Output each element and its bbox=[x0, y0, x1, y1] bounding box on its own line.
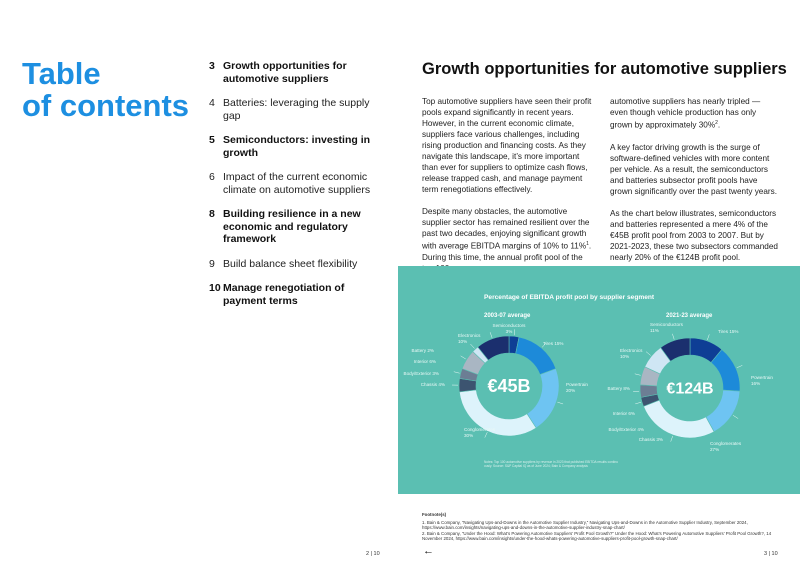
toc-item-number: 9 bbox=[209, 257, 215, 270]
leader-line bbox=[514, 329, 515, 335]
paragraph: automotive suppliers has nearly tripled — even though vehicle production has only grown by approximately 30%$^2$. bbox=[610, 97, 761, 130]
toc-item-label: Semiconductors: investing in growth bbox=[223, 134, 371, 159]
paragraph: As the chart below illustrates, semiconductors and batteries represented a mere 4% of the €45B profit pool from 2003 to 2007. But by 2021-2023, these two subsectors commanded nearly 20% of the €124B profit pool. bbox=[610, 208, 778, 262]
segment-label: Interior 6% bbox=[612, 411, 635, 416]
article-title: Growth opportunities for automotive suppliers bbox=[422, 60, 787, 78]
toc-title-line1: Table bbox=[22, 56, 101, 91]
leader-line bbox=[470, 344, 474, 348]
donut-center-label: €124B bbox=[666, 380, 714, 398]
toc-item-label: Growth opportunities for automotive suppliers bbox=[223, 60, 347, 85]
leader-line bbox=[485, 432, 488, 437]
segment-name-label: Electronics bbox=[620, 348, 643, 353]
segment-label: Interior 6% bbox=[413, 359, 436, 364]
toc-item-label: Impact of the current economic climate on automotive suppliers bbox=[223, 171, 371, 196]
segment-name-label: Semiconductors bbox=[650, 322, 683, 327]
chart-subtitle: 2003-07 average bbox=[484, 313, 531, 319]
segment-label: Tires 15% bbox=[718, 329, 739, 334]
chart-subtitle: 2021-23 average bbox=[666, 313, 713, 319]
toc-item[interactable] bbox=[209, 258, 379, 271]
leader-line bbox=[490, 332, 492, 338]
text-column-1 bbox=[422, 96, 592, 285]
toc-item[interactable] bbox=[209, 60, 379, 85]
segment-value-label: 20% bbox=[566, 388, 576, 393]
toc-item-number: 6 bbox=[209, 171, 215, 183]
left-page-number: 2 | 10 bbox=[366, 551, 380, 557]
segment-value-label: 30% bbox=[464, 433, 474, 438]
toc-item-number: 3 bbox=[209, 60, 215, 72]
leader-line bbox=[635, 374, 641, 375]
chart-source-note: Notes: Top 100 automotive suppliers by revenue in 2023 that published EBITDA results continu bbox=[484, 460, 618, 464]
footnote-heading: Footnote(s) bbox=[422, 512, 447, 517]
segment-value-label: 3% bbox=[505, 329, 513, 334]
segment-label: Tires 15% bbox=[543, 341, 564, 346]
toc-item-label: Build balance sheet flexibility bbox=[223, 257, 358, 270]
segment-label: Chassis 4% bbox=[420, 382, 445, 387]
segment-name-label: Powertrain bbox=[751, 375, 773, 380]
toc-item-label: Building resilience in a new economic and regulatory framework bbox=[223, 208, 361, 245]
segment-value-label: 11% bbox=[650, 328, 659, 333]
donut-segment-conglomerates bbox=[644, 400, 715, 438]
text-column-2 bbox=[610, 96, 780, 274]
toc-item-label: Batteries: leveraging the supply gap bbox=[223, 97, 370, 122]
leader-line bbox=[672, 334, 674, 340]
paragraph: Top automotive suppliers have seen their profit pools expand significantly in recent years. However, in the current economic climate, suppliers face various challenges, including rising production and financing costs. As they navigate this landscape, it’s more important than ever for suppliers to optimize cash flows, release trapped cash, and manage payment term renegotiations effectively. bbox=[422, 97, 592, 194]
toc-title-line2: of contents bbox=[22, 88, 190, 123]
donut-charts bbox=[398, 266, 800, 494]
chart-panel bbox=[398, 266, 800, 494]
back-arrow-icon[interactable]: ← bbox=[423, 545, 434, 557]
leader-line bbox=[635, 402, 641, 404]
segment-name-label: Electronics bbox=[458, 333, 481, 338]
toc-item-number: 4 bbox=[209, 97, 215, 109]
segment-value-label: 10% bbox=[458, 339, 468, 344]
toc-item-number: 5 bbox=[209, 134, 215, 146]
toc-item-number: 10 bbox=[209, 282, 221, 294]
toc-title bbox=[22, 58, 189, 122]
footnotes bbox=[422, 512, 782, 542]
leader-line bbox=[454, 372, 460, 374]
toc-item[interactable] bbox=[209, 282, 379, 307]
chart-source-note: ously. Source: S&P Capital IQ as of June 2024; Bain & Company analysis bbox=[484, 464, 588, 468]
segment-label: Body/Exterior 4% bbox=[608, 427, 644, 432]
segment-name-label: Semiconductors bbox=[492, 323, 526, 328]
toc-item-label: Manage renegotiation of payment terms bbox=[223, 282, 345, 307]
toc-item[interactable] bbox=[209, 208, 379, 246]
donut-center-label: €45B bbox=[487, 376, 531, 396]
segment-name-label: Conglomerates bbox=[710, 441, 742, 446]
chart-title: Percentage of EBITDA profit pool by supplier segment bbox=[484, 294, 655, 301]
donut-segment-powertrain bbox=[527, 369, 559, 428]
footnote: 1. Bain & Company, “Navigating Ups-and-Downs in the Automotive Supplier Industry,” Navigating Ups-and-Downs in the Automotive Supplier Industry, September 2024, https://www.bain.com/insights/navigating-ups-and-downs-in-the-automotive-supplier-industry-snap-chart/ bbox=[422, 519, 748, 531]
segment-value-label: 16% bbox=[751, 381, 761, 386]
right-page-number: 3 | 10 bbox=[764, 551, 778, 557]
paragraph: Despite many obstacles, the automotive supplier sector has remained resilient over the past two decades, enjoying significant growth with average EBITDA margins of 10% to 11%$^1$. During this time, the annual profit pool of the bbox=[422, 207, 592, 262]
segment-label: Battery 8% bbox=[607, 386, 630, 391]
segment-label: Battery 2% bbox=[411, 348, 434, 353]
segment-value-label: 27% bbox=[710, 447, 720, 452]
segment-value-label: 10% bbox=[620, 354, 630, 359]
footnote: 2. Bain & Company, “Under the Hood: What’s Powering Automotive Suppliers’ Profit Pool Growth?” Under the Hood: What’s Powering Automotive Suppliers’ Profit Pool Growth?, 14 November 2024, https://www.bain.com/insights/under-the-hood-whats-powering-automotive-suppliers-profit-pool-growth-snap-chart/ bbox=[422, 530, 772, 542]
toc-item[interactable] bbox=[209, 171, 379, 196]
leader-line bbox=[646, 352, 651, 356]
leader-line bbox=[707, 334, 709, 340]
segment-name-label: Conglomerates bbox=[464, 427, 496, 432]
segment-name-label: Powertrain bbox=[566, 382, 588, 387]
leader-line bbox=[733, 415, 738, 418]
leader-line bbox=[737, 365, 743, 367]
leader-line bbox=[557, 402, 563, 404]
leader-line bbox=[671, 436, 673, 442]
toc-list bbox=[209, 60, 379, 319]
toc-item[interactable] bbox=[209, 134, 379, 159]
segment-label: Body/Exterior 3% bbox=[403, 371, 439, 376]
segment-label: Chassis 3% bbox=[638, 437, 663, 442]
toc-item-number: 8 bbox=[209, 208, 215, 220]
paragraph: A key factor driving growth is the surge of software-defined vehicles with more content per vehicle. As a result, the semiconductors and batteries subsector profit pools have grown significantly over the past twenty years. bbox=[610, 142, 778, 196]
leader-line bbox=[461, 356, 466, 359]
toc-item[interactable] bbox=[209, 97, 379, 122]
